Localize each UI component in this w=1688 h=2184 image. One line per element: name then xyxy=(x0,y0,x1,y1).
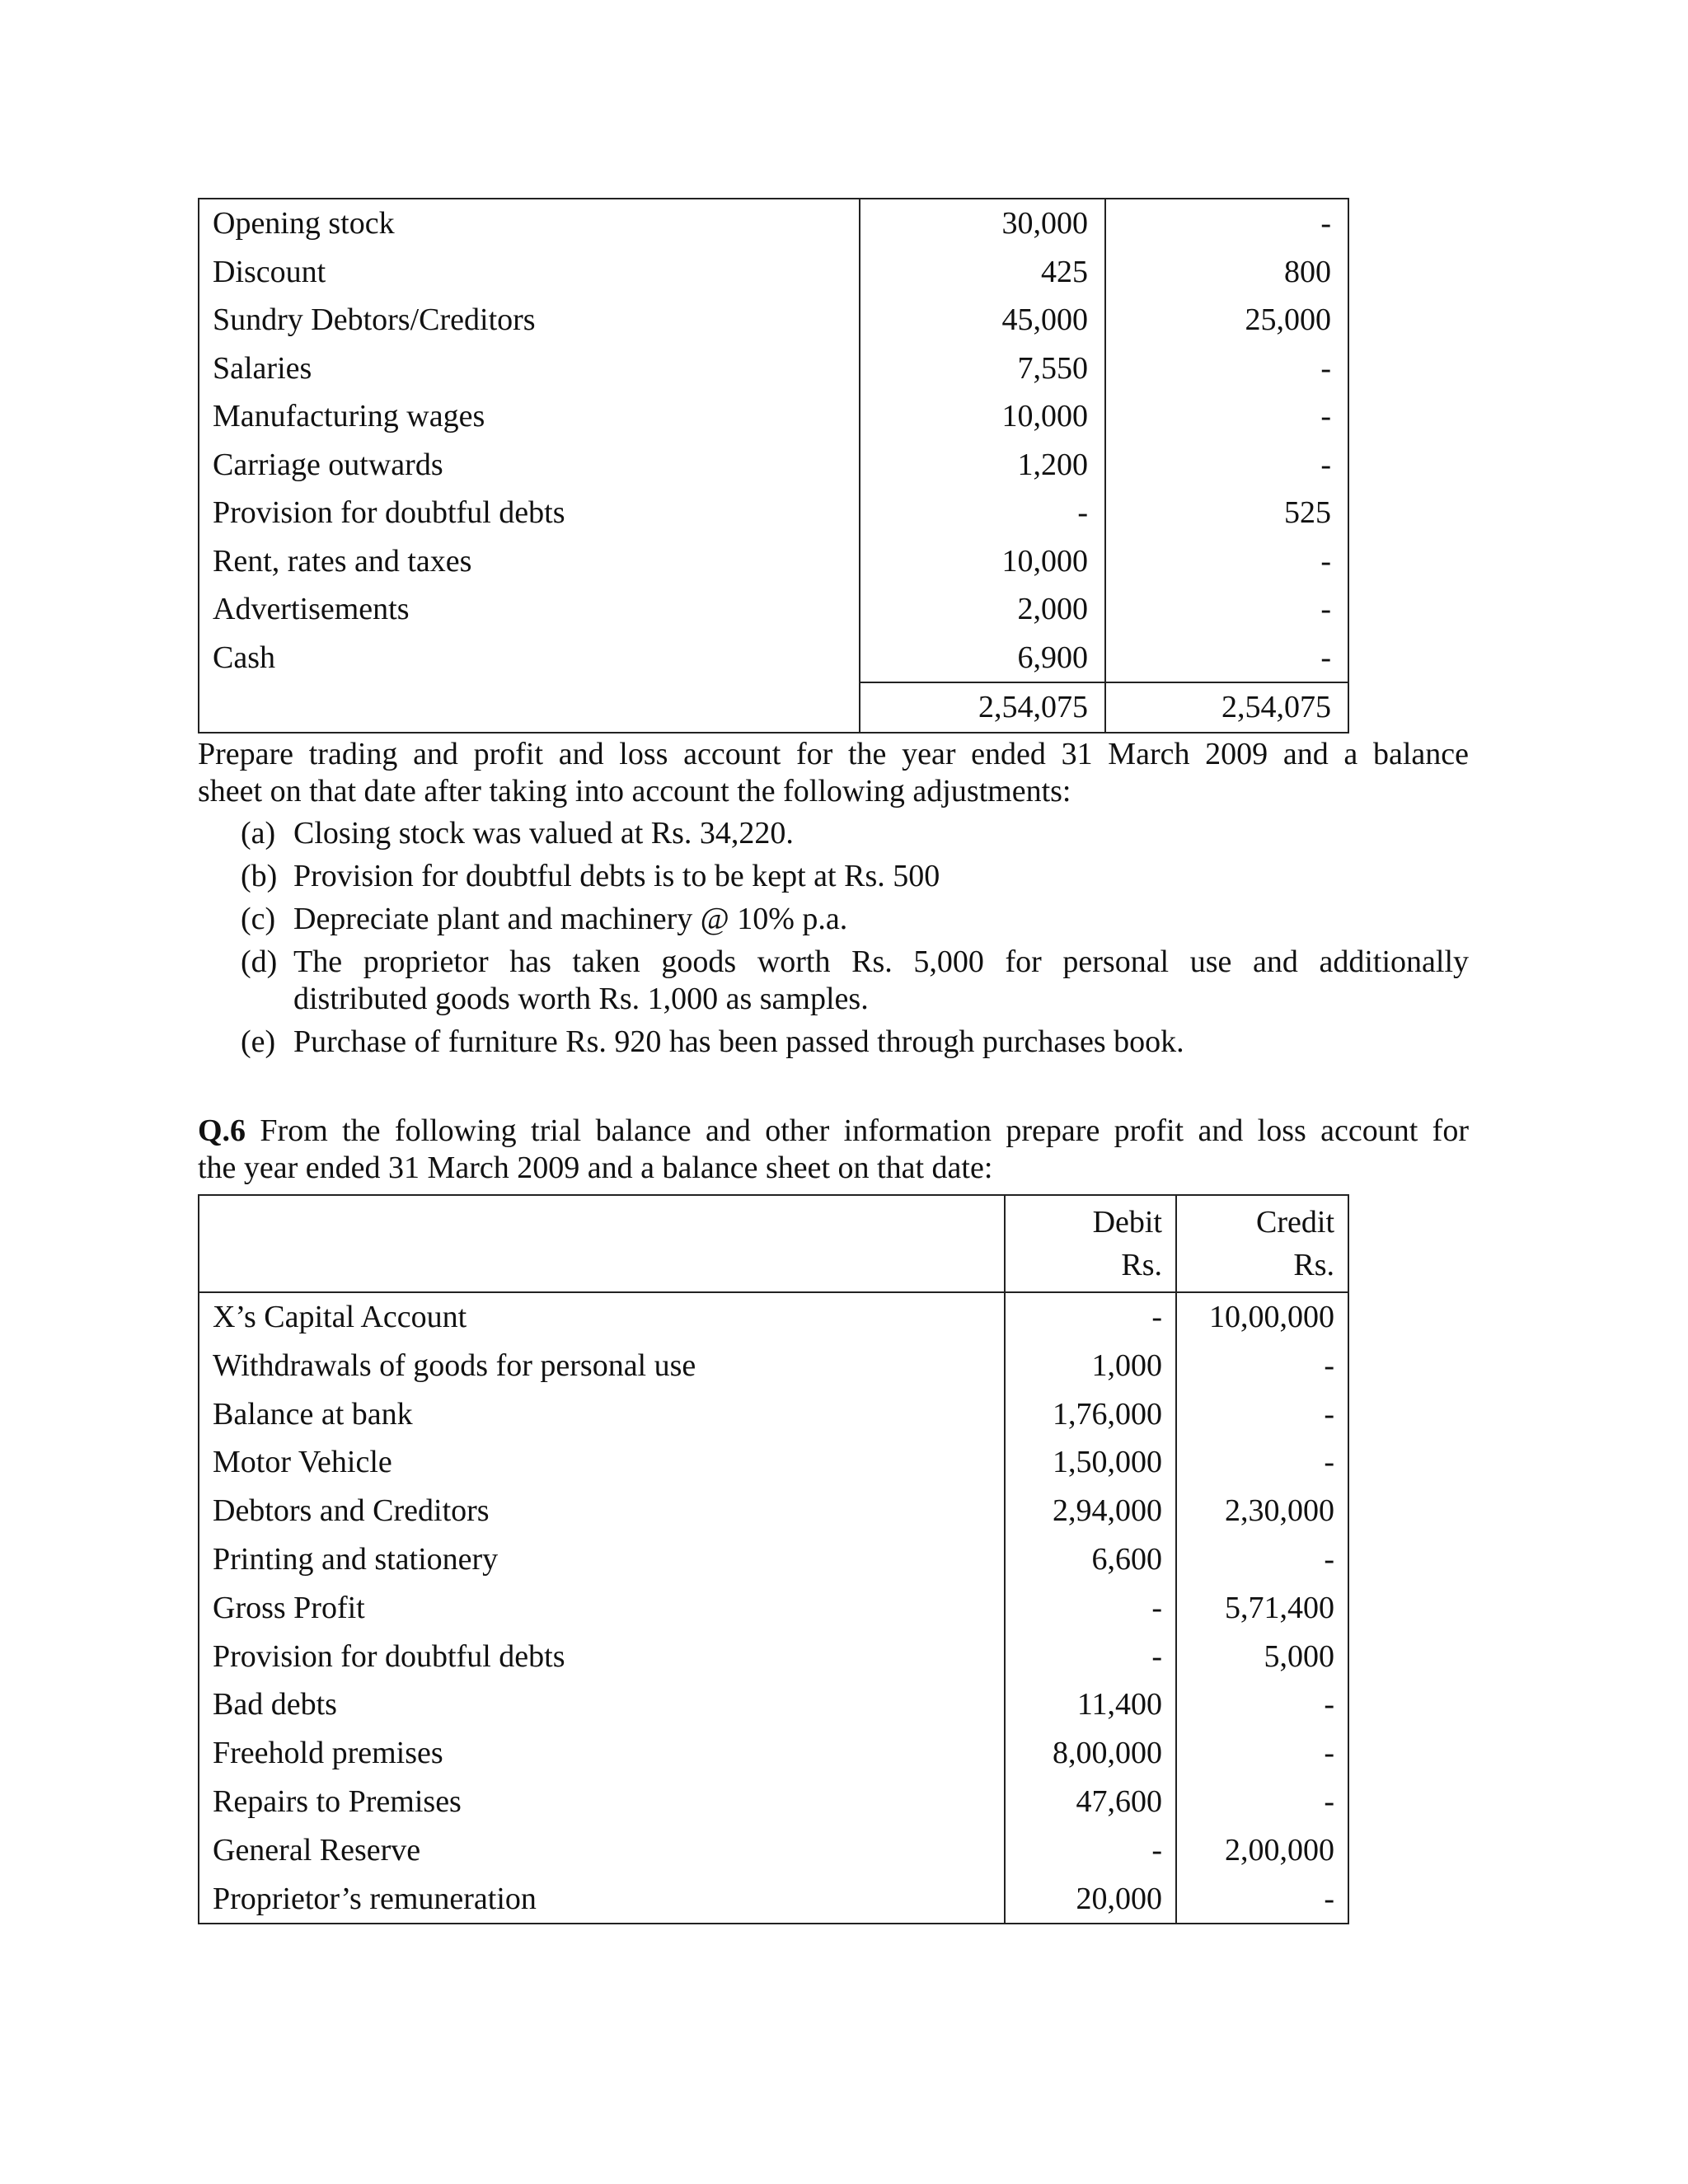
account-name: General Reserve xyxy=(199,1826,1005,1875)
table-row xyxy=(199,489,1348,537)
table-row xyxy=(199,1292,1348,1342)
table-row xyxy=(199,1875,1348,1924)
debit-amount: 10,000 xyxy=(860,392,1105,441)
debit-amount: 2,000 xyxy=(860,585,1105,634)
debit-amount: 1,50,000 xyxy=(1005,1438,1176,1487)
debit-amount: 7,550 xyxy=(860,344,1105,393)
debit-amount: 8,00,000 xyxy=(1005,1729,1176,1778)
trial-balance-table-continued xyxy=(198,198,1349,733)
credit-amount: - xyxy=(1105,537,1348,586)
debit-amount: - xyxy=(1005,1292,1176,1342)
debit-amount: 425 xyxy=(860,248,1105,297)
debit-amount: 6,600 xyxy=(1005,1535,1176,1584)
account-name: Provision for doubtful debts xyxy=(199,489,860,537)
credit-amount: 2,30,000 xyxy=(1176,1487,1348,1535)
adjustment-text: Closing stock was valued at Rs. 34,220. xyxy=(293,816,794,851)
account-name: Opening stock xyxy=(199,199,860,248)
table-row xyxy=(199,585,1348,634)
adjustment-text-line-1: The proprietor has taken goods worth Rs. 5,000 for personal use and additionally xyxy=(293,944,1469,979)
account-name: Withdrawals of goods for personal use xyxy=(199,1342,1005,1390)
account-name: Rent, rates and taxes xyxy=(199,537,860,586)
account-name: Balance at bank xyxy=(199,1390,1005,1439)
account-name: Motor Vehicle xyxy=(199,1438,1005,1487)
credit-amount: - xyxy=(1176,1729,1348,1778)
account-name: Cash xyxy=(199,634,860,683)
table-row xyxy=(199,1778,1348,1826)
adjustment-label: (e) xyxy=(241,1024,276,1059)
instructions-line-2: sheet on that date after taking into account the following adjustments: xyxy=(198,774,1071,808)
question-6-text-1: From the following trial balance and other information prepare profit and loss account for xyxy=(260,1113,1469,1148)
table-row xyxy=(199,441,1348,490)
totals-row xyxy=(199,682,1348,733)
table-row xyxy=(199,1680,1348,1729)
account-name: Freehold premises xyxy=(199,1729,1005,1778)
list-item xyxy=(241,944,1469,1018)
adjustment-label: (d) xyxy=(241,944,278,979)
credit-header-unit: Rs. xyxy=(1293,1248,1334,1282)
credit-amount: - xyxy=(1176,1778,1348,1826)
account-name: Carriage outwards xyxy=(199,441,860,490)
account-name: Manufacturing wages xyxy=(199,392,860,441)
credit-amount: - xyxy=(1176,1438,1348,1487)
table-row xyxy=(199,1487,1348,1535)
credit-header xyxy=(1176,1195,1348,1292)
account-name: Gross Profit xyxy=(199,1584,1005,1633)
list-item xyxy=(241,901,1469,938)
adjustment-label: (a) xyxy=(241,816,276,851)
debit-amount: 10,000 xyxy=(860,537,1105,586)
debit-header xyxy=(1005,1195,1176,1292)
credit-amount: 5,000 xyxy=(1176,1633,1348,1681)
table-row xyxy=(199,1633,1348,1681)
trial-balance-table-q6 xyxy=(198,1194,1349,1924)
table-row xyxy=(199,1729,1348,1778)
account-name: Advertisements xyxy=(199,585,860,634)
account-name: X’s Capital Account xyxy=(199,1292,1005,1342)
credit-amount: - xyxy=(1176,1535,1348,1584)
account-name: Proprietor’s remuneration xyxy=(199,1875,1005,1924)
question-number: Q.6 xyxy=(198,1113,246,1148)
credit-amount: - xyxy=(1105,199,1348,248)
list-item xyxy=(241,1024,1469,1061)
table-row xyxy=(199,199,1348,248)
debit-header-unit: Rs. xyxy=(1121,1248,1162,1282)
debit-amount: 30,000 xyxy=(860,199,1105,248)
table-row xyxy=(199,248,1348,297)
table-row xyxy=(199,1535,1348,1584)
debit-amount: 6,900 xyxy=(860,634,1105,683)
list-item xyxy=(241,815,1469,852)
debit-amount: 2,94,000 xyxy=(1005,1487,1176,1535)
instructions-paragraph xyxy=(198,736,1469,810)
table-row xyxy=(199,1390,1348,1439)
table-row xyxy=(199,1438,1348,1487)
account-name: Sundry Debtors/Creditors xyxy=(199,296,860,344)
account-name: Bad debts xyxy=(199,1680,1005,1729)
account-name: Repairs to Premises xyxy=(199,1778,1005,1826)
debit-amount: - xyxy=(1005,1826,1176,1875)
adjustment-text: Depreciate plant and machinery @ 10% p.a. xyxy=(293,902,848,936)
credit-amount: - xyxy=(1105,634,1348,683)
table-row xyxy=(199,344,1348,393)
account-name: Printing and stationery xyxy=(199,1535,1005,1584)
instructions-line-1: Prepare trading and profit and loss account for the year ended 31 March 2009 and a balance xyxy=(198,737,1469,771)
question-6-line-2: the year ended 31 March 2009 and a balance sheet on that date: xyxy=(198,1151,993,1185)
question-6-paragraph xyxy=(198,1113,1469,1187)
adjustment-label: (b) xyxy=(241,859,278,893)
adjustment-text: Purchase of furniture Rs. 920 has been passed through purchases book. xyxy=(293,1024,1184,1059)
debit-total: 2,54,075 xyxy=(860,682,1105,733)
credit-amount: - xyxy=(1105,585,1348,634)
credit-amount: 10,00,000 xyxy=(1176,1292,1348,1342)
table-row xyxy=(199,634,1348,683)
debit-amount: - xyxy=(1005,1584,1176,1633)
account-name: Salaries xyxy=(199,344,860,393)
credit-total: 2,54,075 xyxy=(1105,682,1348,733)
adjustment-text-line-2: distributed goods worth Rs. 1,000 as samples. xyxy=(293,982,869,1016)
debit-amount: - xyxy=(1005,1633,1176,1681)
account-name: Provision for doubtful debts xyxy=(199,1633,1005,1681)
list-item xyxy=(241,858,1469,895)
table-row xyxy=(199,1342,1348,1390)
debit-amount: 20,000 xyxy=(1005,1875,1176,1924)
table-header-row xyxy=(199,1195,1348,1292)
table-row xyxy=(199,296,1348,344)
credit-amount: - xyxy=(1105,392,1348,441)
debit-amount: 11,400 xyxy=(1005,1680,1176,1729)
header-blank-cell xyxy=(199,1195,1005,1292)
credit-amount: 25,000 xyxy=(1105,296,1348,344)
credit-amount: 525 xyxy=(1105,489,1348,537)
debit-amount: 1,200 xyxy=(860,441,1105,490)
debit-amount: 45,000 xyxy=(860,296,1105,344)
credit-amount: - xyxy=(1176,1680,1348,1729)
question-6-line-1 xyxy=(198,1113,1469,1150)
credit-amount: 800 xyxy=(1105,248,1348,297)
credit-amount: - xyxy=(1176,1342,1348,1390)
table-row xyxy=(199,1584,1348,1633)
credit-amount: - xyxy=(1176,1875,1348,1924)
table-row xyxy=(199,1826,1348,1875)
credit-amount: - xyxy=(1105,441,1348,490)
table-row xyxy=(199,537,1348,586)
adjustment-text: Provision for doubtful debts is to be kept at Rs. 500 xyxy=(293,859,940,893)
debit-amount: 1,000 xyxy=(1005,1342,1176,1390)
credit-amount: - xyxy=(1176,1390,1348,1439)
debit-amount: 1,76,000 xyxy=(1005,1390,1176,1439)
adjustment-label: (c) xyxy=(241,902,276,936)
debit-amount: - xyxy=(860,489,1105,537)
debit-amount: 47,600 xyxy=(1005,1778,1176,1826)
adjustment-text xyxy=(293,944,1469,1018)
table-row xyxy=(199,392,1348,441)
account-name: Discount xyxy=(199,248,860,297)
adjustments-list xyxy=(241,815,1469,1066)
credit-amount: 2,00,000 xyxy=(1176,1826,1348,1875)
totals-label-cell xyxy=(199,682,860,733)
credit-header-label: Credit xyxy=(1256,1205,1334,1240)
credit-amount: - xyxy=(1105,344,1348,393)
credit-amount: 5,71,400 xyxy=(1176,1584,1348,1633)
account-name: Debtors and Creditors xyxy=(199,1487,1005,1535)
debit-header-label: Debit xyxy=(1092,1205,1162,1240)
